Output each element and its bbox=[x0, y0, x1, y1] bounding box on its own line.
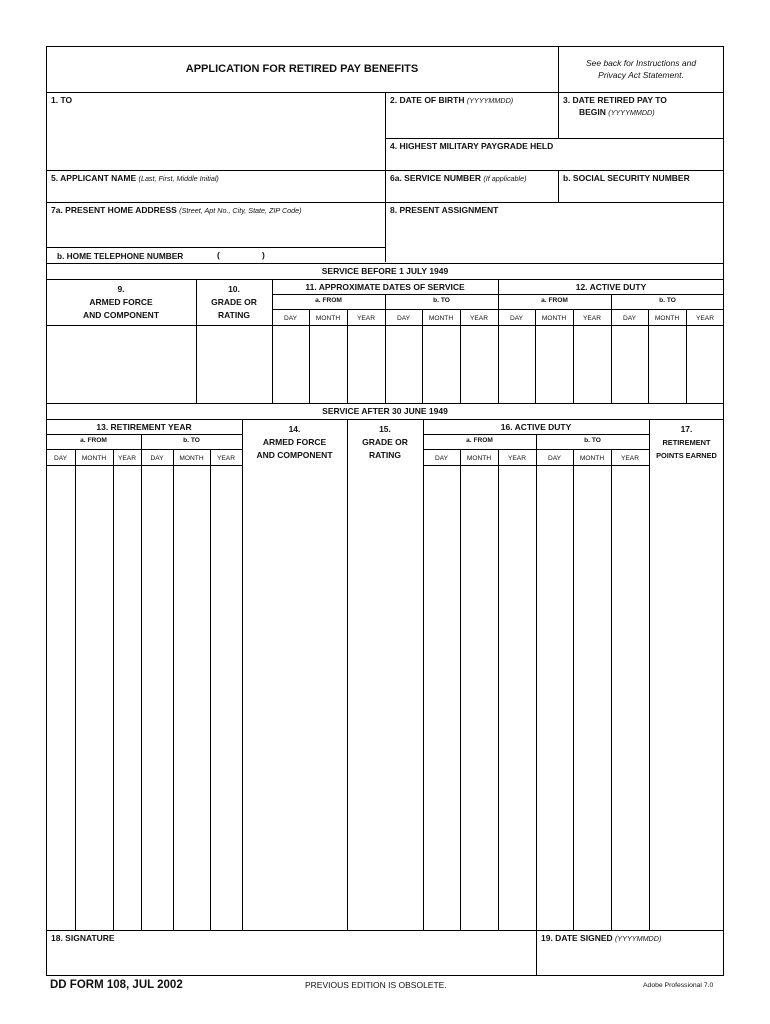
divider bbox=[46, 419, 724, 420]
col12a-month: MONTH bbox=[541, 315, 567, 322]
software-label: Adobe Professional 7.0 bbox=[643, 982, 714, 989]
date-of-birth-hint: (YYYYMMDD) bbox=[466, 96, 514, 105]
service-number-hint: (If applicable) bbox=[483, 174, 527, 183]
col14-line1: ARMED FORCE bbox=[262, 437, 327, 447]
col13a-day: DAY bbox=[53, 455, 68, 462]
date-of-birth-label: 2. DATE OF BIRTH bbox=[390, 95, 465, 105]
col13-header: 13. RETIREMENT YEAR bbox=[96, 422, 192, 432]
col10-line1: GRADE OR bbox=[211, 297, 257, 307]
divider bbox=[46, 930, 724, 931]
divider bbox=[423, 449, 649, 450]
col12-from: a. FROM bbox=[541, 297, 568, 304]
field-8-label: 8. PRESENT ASSIGNMENT bbox=[390, 205, 499, 215]
col17-number: 17. bbox=[680, 424, 693, 434]
col13b-month: MONTH bbox=[179, 455, 204, 462]
home-address-field[interactable] bbox=[47, 216, 384, 247]
col13-from: a. FROM bbox=[80, 437, 107, 444]
divider bbox=[272, 309, 724, 310]
form-number: DD FORM 108, JUL 2002 bbox=[50, 979, 183, 991]
divider bbox=[46, 263, 724, 264]
col11-header: 11. APPROXIMATE DATES OF SERVICE bbox=[305, 282, 465, 292]
applicant-name-field[interactable] bbox=[47, 184, 384, 202]
field-2-label bbox=[390, 96, 513, 105]
applicant-name-hint: (Last, First, Middle Initial) bbox=[138, 174, 219, 183]
applicant-name-label: 5. APPLICANT NAME bbox=[51, 173, 137, 183]
field-3-label-line1: 3. DATE RETIRED PAY TO bbox=[563, 95, 667, 105]
ssn-field[interactable] bbox=[559, 184, 723, 202]
service-number-field[interactable] bbox=[386, 184, 557, 202]
divider bbox=[46, 170, 724, 171]
col16b-month: MONTH bbox=[579, 455, 605, 462]
field-18-label: 18. SIGNATURE bbox=[51, 933, 115, 943]
field-5-label bbox=[51, 174, 219, 183]
divider bbox=[46, 247, 385, 248]
after-1949-header: SERVICE AFTER 30 JUNE 1949 bbox=[322, 406, 448, 416]
before-1949-header: SERVICE BEFORE 1 JULY 1949 bbox=[321, 266, 449, 276]
date-signed-label: 19. DATE SIGNED bbox=[541, 933, 613, 943]
col11b-year: YEAR bbox=[470, 315, 488, 322]
home-address-label: 7a. PRESENT HOME ADDRESS bbox=[51, 205, 177, 215]
present-assignment-field[interactable] bbox=[386, 216, 723, 262]
divider bbox=[46, 202, 724, 203]
form-title: APPLICATION FOR RETIRED PAY BENEFITS bbox=[185, 63, 419, 75]
col16-header: 16. ACTIVE DUTY bbox=[500, 422, 572, 432]
col13b-day: DAY bbox=[150, 455, 164, 462]
field-6b-label: b. SOCIAL SECURITY NUMBER bbox=[563, 173, 690, 183]
notice-line1: See back for Instructions and bbox=[585, 58, 697, 68]
phone-paren-close: ) bbox=[262, 250, 265, 260]
col16b-day: DAY bbox=[547, 455, 562, 462]
divider bbox=[558, 46, 559, 92]
notice-line2: Privacy Act Statement. bbox=[598, 70, 684, 80]
col13a-month: MONTH bbox=[81, 455, 107, 462]
obsolete-notice: PREVIOUS EDITION IS OBSOLETE. bbox=[305, 980, 447, 990]
col17-line2: POINTS EARNED bbox=[656, 451, 717, 460]
highest-paygrade-field[interactable] bbox=[386, 152, 723, 170]
col12-header: 12. ACTIVE DUTY bbox=[575, 282, 647, 292]
col11a-day: DAY bbox=[283, 315, 298, 322]
field-3-begin-label: BEGIN bbox=[579, 107, 606, 117]
col12-to: b. TO bbox=[659, 297, 676, 304]
col9-number: 9. bbox=[117, 284, 125, 294]
signature-field[interactable] bbox=[47, 944, 535, 975]
field-4-label: 4. HIGHEST MILITARY PAYGRADE HELD bbox=[390, 141, 554, 151]
field-1-label: 1. TO bbox=[51, 95, 73, 105]
col12b-year: YEAR bbox=[696, 315, 714, 322]
divider bbox=[272, 294, 724, 295]
col12a-day: DAY bbox=[509, 315, 524, 322]
col16-from: a. FROM bbox=[466, 437, 493, 444]
col11a-month: MONTH bbox=[315, 315, 341, 322]
divider bbox=[46, 279, 724, 280]
col12b-day: DAY bbox=[622, 315, 637, 322]
field-3-label-line2 bbox=[579, 108, 655, 117]
field-7a-label bbox=[51, 206, 302, 215]
col11-from: a. FROM bbox=[315, 297, 342, 304]
col11-to: b. TO bbox=[433, 297, 450, 304]
field-6a-label bbox=[390, 174, 527, 183]
col11b-month: MONTH bbox=[428, 315, 454, 322]
col11b-day: DAY bbox=[396, 315, 411, 322]
home-address-hint: (Street, Apt No., City, State, ZIP Code) bbox=[179, 206, 302, 215]
date-signed-hint: (YYYYMMDD) bbox=[615, 934, 662, 943]
col17-line1: RETIREMENT bbox=[662, 438, 711, 447]
field-3-hint: (YYYYMMDD) bbox=[608, 108, 655, 117]
date-retired-pay-field[interactable] bbox=[559, 118, 723, 138]
date-of-birth-field[interactable] bbox=[386, 106, 557, 138]
col13b-year: YEAR bbox=[217, 455, 235, 462]
service-number-label: 6a. SERVICE NUMBER bbox=[390, 173, 482, 183]
col12b-month: MONTH bbox=[654, 315, 680, 322]
col16a-month: MONTH bbox=[466, 455, 492, 462]
before-1949-entry-area[interactable] bbox=[47, 326, 723, 402]
col16-to: b. TO bbox=[584, 437, 601, 444]
col16a-year: YEAR bbox=[508, 455, 526, 462]
col15-number: 15. bbox=[379, 424, 391, 434]
home-telephone-field[interactable] bbox=[224, 249, 374, 261]
col15-line1: GRADE OR bbox=[362, 437, 408, 447]
divider bbox=[385, 138, 724, 139]
col10-number: 10. bbox=[228, 284, 240, 294]
field-7b-label: b. HOME TELEPHONE NUMBER bbox=[57, 251, 184, 261]
field-19-label bbox=[541, 934, 661, 943]
col10-line2: RATING bbox=[218, 310, 250, 320]
col14-number: 14. bbox=[288, 424, 301, 434]
col9-line1: ARMED FORCE bbox=[89, 297, 153, 307]
col13-to: b. TO bbox=[183, 437, 200, 444]
divider bbox=[46, 403, 724, 404]
phone-paren-open: ( bbox=[217, 250, 220, 260]
col16b-year: YEAR bbox=[621, 455, 639, 462]
col14-line2: AND COMPONENT bbox=[256, 450, 333, 460]
col16a-day: DAY bbox=[434, 455, 449, 462]
divider bbox=[46, 434, 242, 435]
date-signed-field[interactable] bbox=[537, 944, 723, 975]
col15-line2: RATING bbox=[369, 450, 401, 460]
col12a-year: YEAR bbox=[583, 315, 601, 322]
to-field[interactable] bbox=[47, 106, 384, 170]
col13a-year: YEAR bbox=[118, 455, 136, 462]
col11a-year: YEAR bbox=[357, 315, 375, 322]
after-1949-entry-area[interactable] bbox=[47, 466, 723, 929]
col9-line2: AND COMPONENT bbox=[82, 310, 160, 320]
